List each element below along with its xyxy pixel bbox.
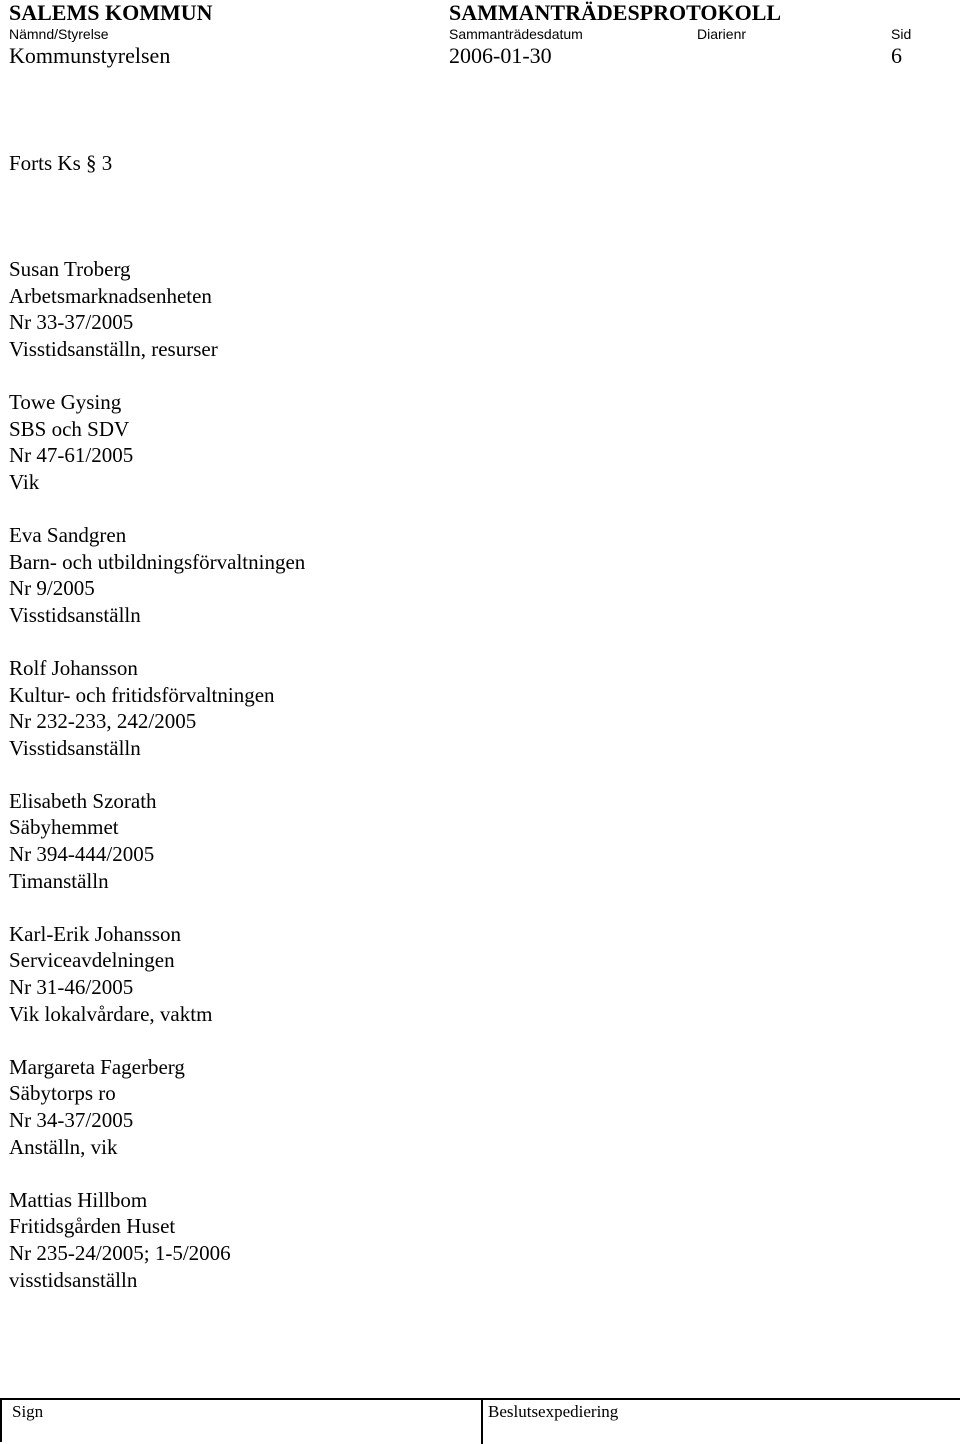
- entry-line: visstidsanställn: [9, 1267, 138, 1292]
- entry-line: Barn- och utbildningsförvaltningen: [9, 549, 306, 574]
- document-type: SAMMANTRÄDESPROTOKOLL: [449, 0, 782, 25]
- list-item: [9, 1054, 305, 1160]
- entry-list: [9, 256, 305, 1320]
- entry-line: Rolf Johansson: [9, 655, 138, 680]
- meeting-date-value: 2006-01-30: [449, 43, 552, 68]
- board-value: Kommunstyrelsen: [9, 43, 171, 68]
- footer-table: [0, 1398, 960, 1442]
- entry-line: Vik lokalvårdare, vaktm: [9, 1001, 213, 1026]
- entry-line: Nr 394-444/2005: [9, 842, 155, 867]
- page-number: 6: [891, 43, 902, 68]
- entry-line: Nr 31-46/2005: [9, 975, 134, 1000]
- entry-line: Fritidsgården Huset: [9, 1214, 176, 1239]
- list-item: [9, 256, 305, 362]
- list-item: [9, 1187, 305, 1293]
- entry-line: Nr 33-37/2005: [9, 310, 134, 335]
- entry-line: Serviceavdelningen: [9, 948, 175, 973]
- registry-number-label: Diarienr: [697, 26, 747, 42]
- sign-label: Sign: [12, 1402, 44, 1421]
- entry-line: SBS och SDV: [9, 416, 130, 441]
- list-item: [9, 389, 305, 495]
- entry-line: Visstidsanställn: [9, 735, 141, 760]
- list-item: [9, 522, 305, 628]
- organization-name: SALEMS KOMMUN: [9, 0, 213, 25]
- expedition-label: Beslutsexpediering: [488, 1402, 619, 1421]
- entry-line: Säbytorps ro: [9, 1081, 116, 1106]
- entry-line: Susan Troberg: [9, 257, 131, 281]
- entry-line: Mattias Hillbom: [9, 1187, 148, 1212]
- entry-line: Timanställn: [9, 868, 109, 893]
- entry-line: Towe Gysing: [9, 389, 122, 414]
- entry-line: Anställn, vik: [9, 1134, 118, 1159]
- entry-line: Nr 34-37/2005: [9, 1108, 134, 1132]
- entry-line: Visstidsanställn, resurser: [9, 336, 218, 361]
- meeting-date-label: Sammanträdesdatum: [449, 26, 583, 42]
- entry-line: Eva Sandgren: [9, 522, 127, 547]
- entry-line: Nr 9/2005: [9, 576, 95, 601]
- entry-line: Arbetsmarknadsenheten: [9, 283, 212, 308]
- entry-line: Vik: [9, 469, 40, 494]
- entry-line: Nr 232-233, 242/2005: [9, 709, 197, 734]
- page-label: Sid: [891, 26, 912, 42]
- board-label: Nämnd/Styrelse: [9, 26, 109, 42]
- entry-line: Karl-Erik Johansson: [9, 921, 182, 946]
- entry-line: Elisabeth Szorath: [9, 788, 157, 813]
- section-heading: Forts Ks § 3: [9, 151, 113, 175]
- list-item: [9, 655, 305, 761]
- entry-line: Kultur- och fritidsförvaltningen: [9, 682, 275, 707]
- entry-line: Margareta Fagerberg: [9, 1054, 185, 1079]
- list-item: [9, 921, 305, 1027]
- entry-line: Nr 235-24/2005; 1-5/2006: [9, 1240, 231, 1265]
- list-item: [9, 788, 305, 894]
- entry-line: Säbyhemmet: [9, 815, 119, 840]
- entry-line: Nr 47-61/2005: [9, 443, 134, 468]
- footer-divider: [481, 1400, 483, 1444]
- entry-line: Visstidsanställn: [9, 602, 141, 627]
